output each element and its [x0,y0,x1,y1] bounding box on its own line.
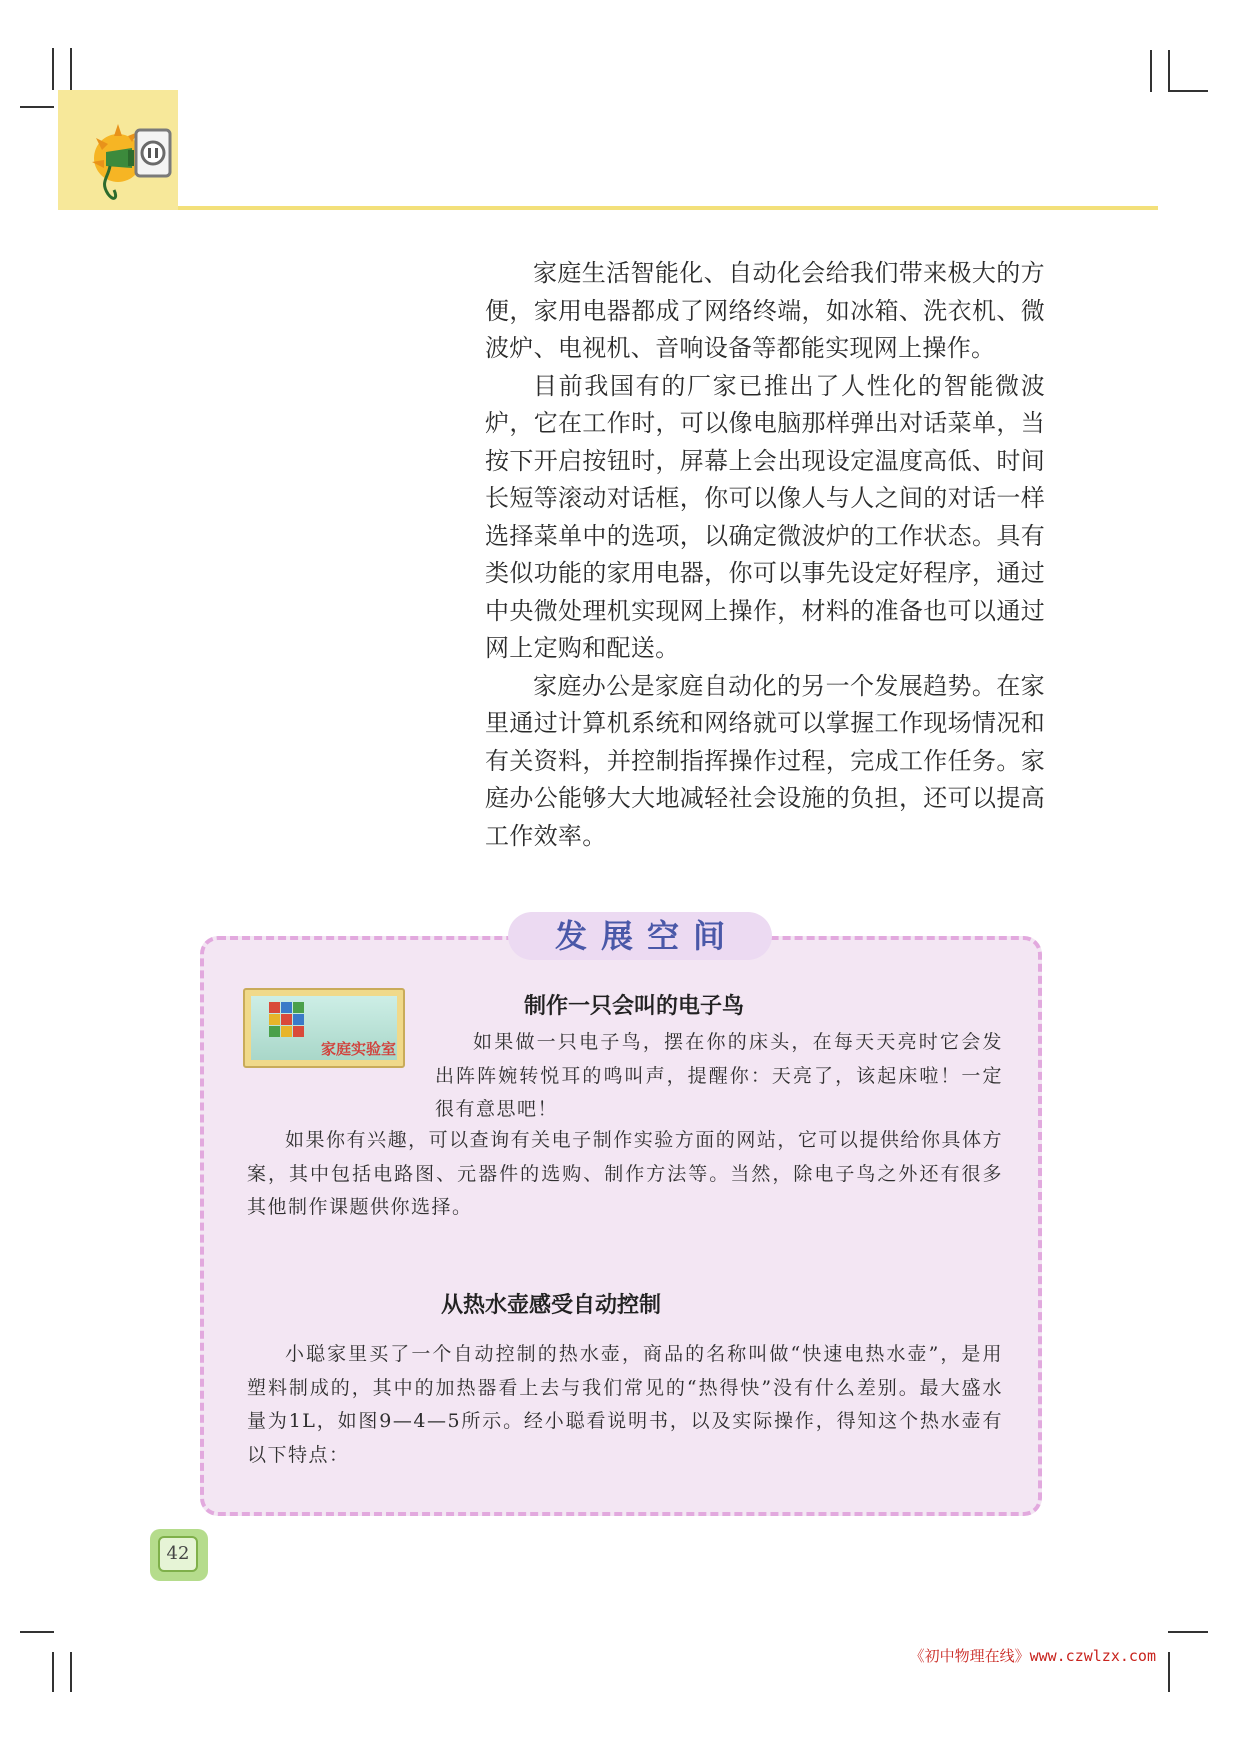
crop-mark [52,48,54,90]
body-text [485,255,1045,855]
page-number-badge [150,1529,208,1581]
crop-mark [70,48,72,90]
home-lab-badge [243,988,405,1068]
crop-mark [52,1652,54,1692]
kettle-text: 小聪家里买了一个自动控制的热水壶，商品的名称叫做“快速电热水壶”，是用塑料制成的，其中的加热器看上去与我们常见的“热得快”没有什么差别。最大盛水量为1L，如图9—4—5所示。经小聪看说明书，以及实际操作，得知这个热水壶有以下特点： [247,1343,1003,1466]
crop-mark [20,1631,54,1633]
crop-mark [1168,50,1170,92]
plug-socket-icon [88,118,174,206]
section-detail [247,1124,1003,1225]
paragraph: 家庭生活智能化、自动化会给我们带来极大的方便，家用电器都成了网络终端，如冰箱、洗衣机、微波炉、电视机、音响设备等都能实现网上操作。 [485,259,1045,362]
badge-label: 家庭实验室 [321,1040,397,1058]
section-heading: 制作一只会叫的电子鸟 [524,994,745,1019]
intro-text: 如果做一只电子鸟，摆在你的床头，在每天天亮时它会发出阵阵婉转悦耳的鸣叫声，提醒你：天亮了，该起床啦！一定很有意思吧！ [435,1031,1003,1120]
crop-mark [20,106,54,108]
section-intro [435,1026,1003,1127]
grid-icon [269,1002,305,1038]
section-heading: 从热水壶感受自动控制 [441,1293,662,1318]
paragraph: 目前我国有的厂家已推出了人性化的智能微波炉，它在工作时，可以像电脑那样弹出对话菜单，当按下开启按钮时，屏幕上会出现设定温度高低、时间长短等滚动对话框，你可以像人与人之间的对话一样选择菜单中的选项，以确定微波炉的工作状态。具有类似功能的家用电器，你可以事先设定好程序，通过中央微处理机实现网上操作，材料的准备也可以通过网上定购和配送。 [485,371,1045,662]
crop-mark [1168,1631,1208,1633]
header-rule [178,206,1158,210]
section-text [247,1338,1003,1472]
crop-mark [1168,1652,1170,1692]
page-number: 42 [158,1536,198,1572]
detail-text: 如果你有兴趣，可以查询有关电子制作实验方面的网站，它可以提供给你具体方案，其中包括电路图、元器件的选购、制作方法等。当然，除电子鸟之外还有很多其他制作课题供你选择。 [247,1129,1003,1218]
footer-watermark: 《初中物理在线》www.czwlzx.com [909,1647,1156,1665]
crop-mark [1168,90,1208,92]
paragraph: 家庭办公是家庭自动化的另一个发展趋势。在家里通过计算机系统和网络就可以掌握工作现场情况和有关资料，并控制指挥操作过程，完成工作任务。家庭办公能够大大地减轻社会设施的负担，还可以提高工作效率。 [485,671,1045,850]
crop-mark [70,1652,72,1692]
badge-image [251,996,397,1060]
panel-title: 发展空间 [508,912,772,960]
crop-mark [1150,50,1152,92]
